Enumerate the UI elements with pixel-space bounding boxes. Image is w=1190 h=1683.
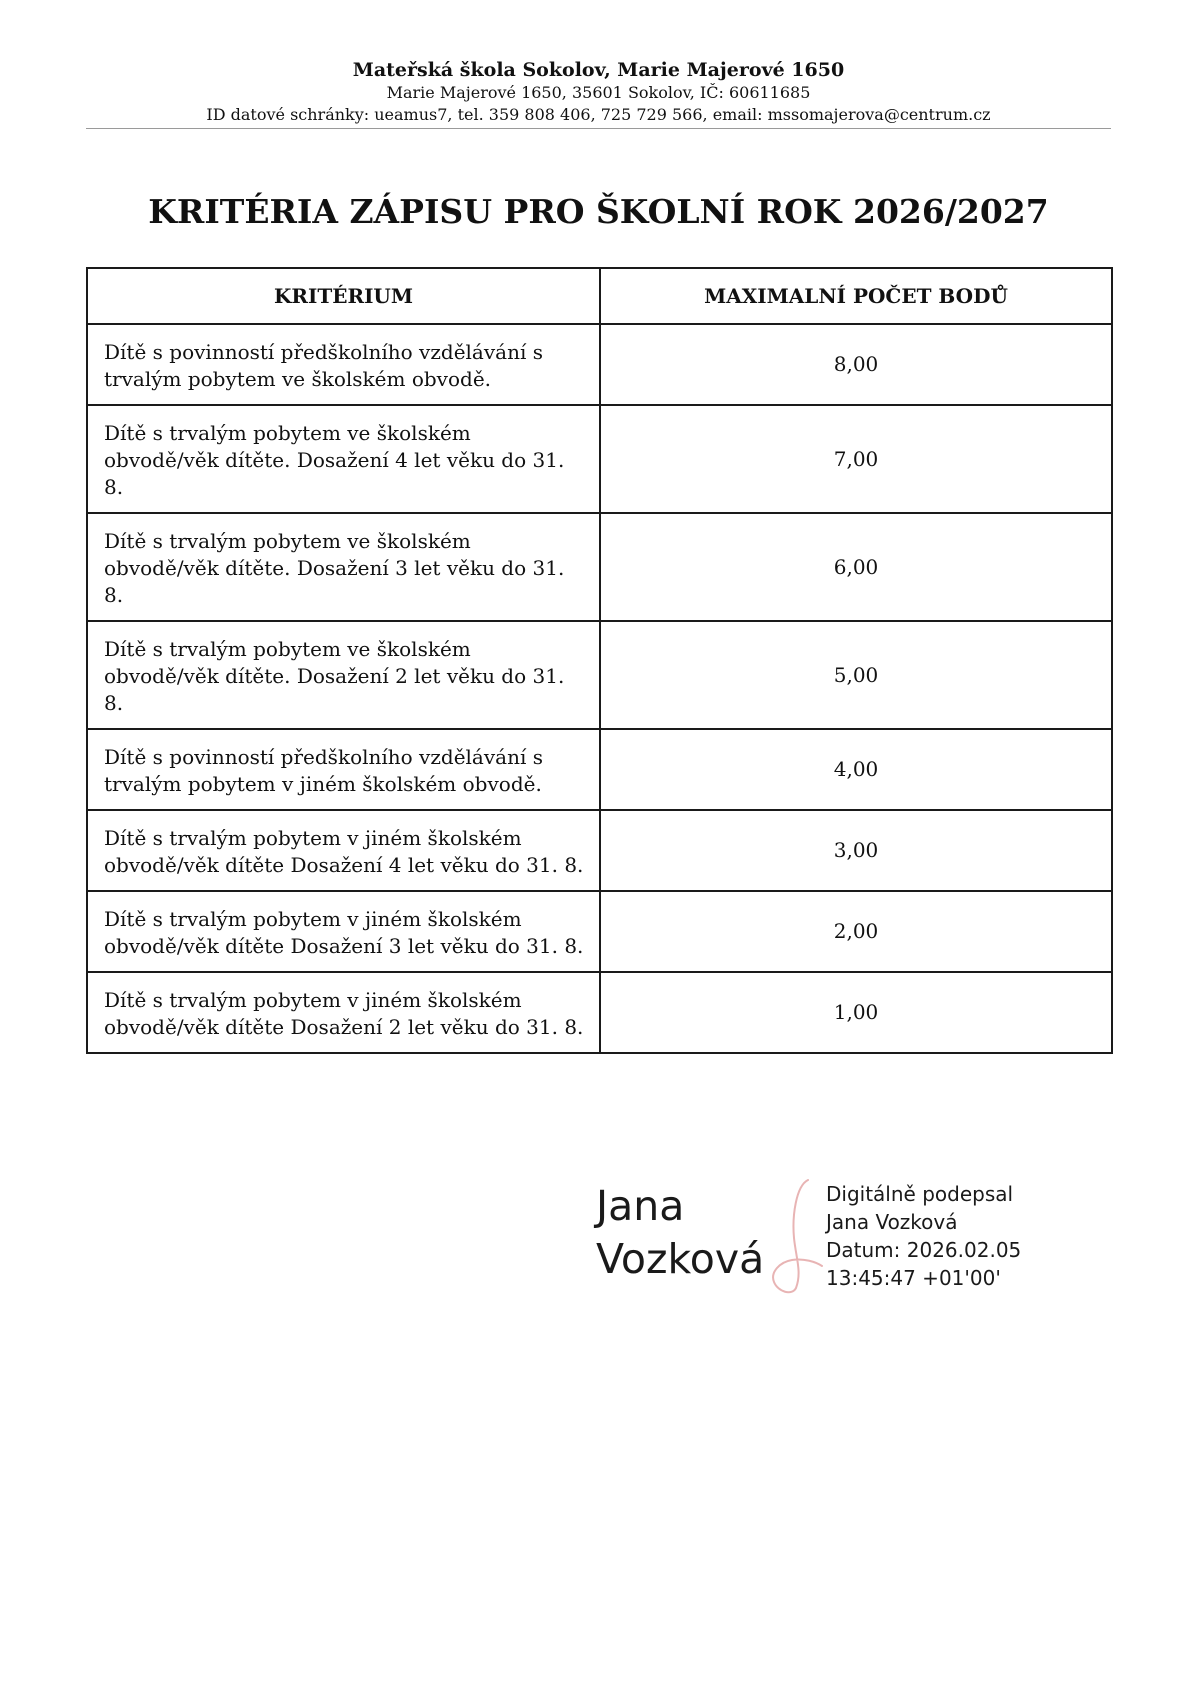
signature-signed-label: Digitálně podepsal — [826, 1182, 1014, 1206]
points-cell: 3,00 — [600, 810, 1112, 891]
header-max-points: MAXIMALNÍ POČET BODŮ — [600, 268, 1112, 324]
signature-time: 13:45:47 +01'00' — [826, 1266, 1001, 1290]
letterhead — [86, 58, 1111, 129]
criterion-cell: Dítě s trvalým pobytem v jiném školském obvodě/věk dítěte Dosažení 3 let věku do 31. 8. — [87, 891, 600, 972]
signature-name — [596, 1180, 764, 1286]
table-row — [87, 891, 1112, 972]
table-header-row — [87, 268, 1112, 324]
criterion-cell: Dítě s trvalým pobytem ve školském obvodě/věk dítěte. Dosažení 2 let věku do 31. 8. — [87, 621, 600, 729]
table-row — [87, 810, 1112, 891]
table-row — [87, 405, 1112, 513]
table-row — [87, 513, 1112, 621]
points-cell: 8,00 — [600, 324, 1112, 405]
table-row — [87, 729, 1112, 810]
school-address: Marie Majerové 1650, 35601 Sokolov, IČ: 60611685 — [386, 83, 811, 102]
criterion-cell: Dítě s povinností předškolního vzdělávání s trvalým pobytem ve školském obvodě. — [87, 324, 600, 405]
signature-last-name: Vozková — [596, 1235, 765, 1283]
document-title: KRITÉRIA ZÁPISU PRO ŠKOLNÍ ROK 2026/2027 — [148, 192, 1049, 231]
points-cell: 2,00 — [600, 891, 1112, 972]
criterion-cell: Dítě s trvalým pobytem ve školském obvodě/věk dítěte. Dosažení 3 let věku do 31. 8. — [87, 513, 600, 621]
signature-mark-icon — [756, 1176, 826, 1296]
points-cell: 5,00 — [600, 621, 1112, 729]
signature-signer: Jana Vozková — [826, 1210, 958, 1234]
criterion-cell: Dítě s trvalým pobytem v jiném školském obvodě/věk dítěte Dosažení 4 let věku do 31. 8. — [87, 810, 600, 891]
criterion-cell: Dítě s povinností předškolního vzdělávání s trvalým pobytem v jiném školském obvodě. — [87, 729, 600, 810]
signature-first-name: Jana — [596, 1182, 685, 1230]
table-row — [87, 324, 1112, 405]
signature-details — [826, 1180, 1021, 1292]
points-cell: 6,00 — [600, 513, 1112, 621]
digital-signature — [596, 1180, 1056, 1300]
points-cell: 1,00 — [600, 972, 1112, 1053]
school-contact: ID datové schránky: ueamus7, tel. 359 808 406, 725 729 566, email: mssomajerova@centrum.cz — [206, 105, 991, 124]
school-name: Mateřská škola Sokolov, Marie Majerové 1650 — [352, 59, 845, 81]
criterion-cell: Dítě s trvalým pobytem v jiném školském obvodě/věk dítěte Dosažení 2 let věku do 31. 8. — [87, 972, 600, 1053]
criteria-table — [86, 267, 1113, 1054]
header-criterion: KRITÉRIUM — [87, 268, 600, 324]
table-row — [87, 621, 1112, 729]
criterion-cell: Dítě s trvalým pobytem ve školském obvodě/věk dítěte. Dosažení 4 let věku do 31. 8. — [87, 405, 600, 513]
points-cell: 4,00 — [600, 729, 1112, 810]
table-row — [87, 972, 1112, 1053]
points-cell: 7,00 — [600, 405, 1112, 513]
signature-date: Datum: 2026.02.05 — [826, 1238, 1022, 1262]
